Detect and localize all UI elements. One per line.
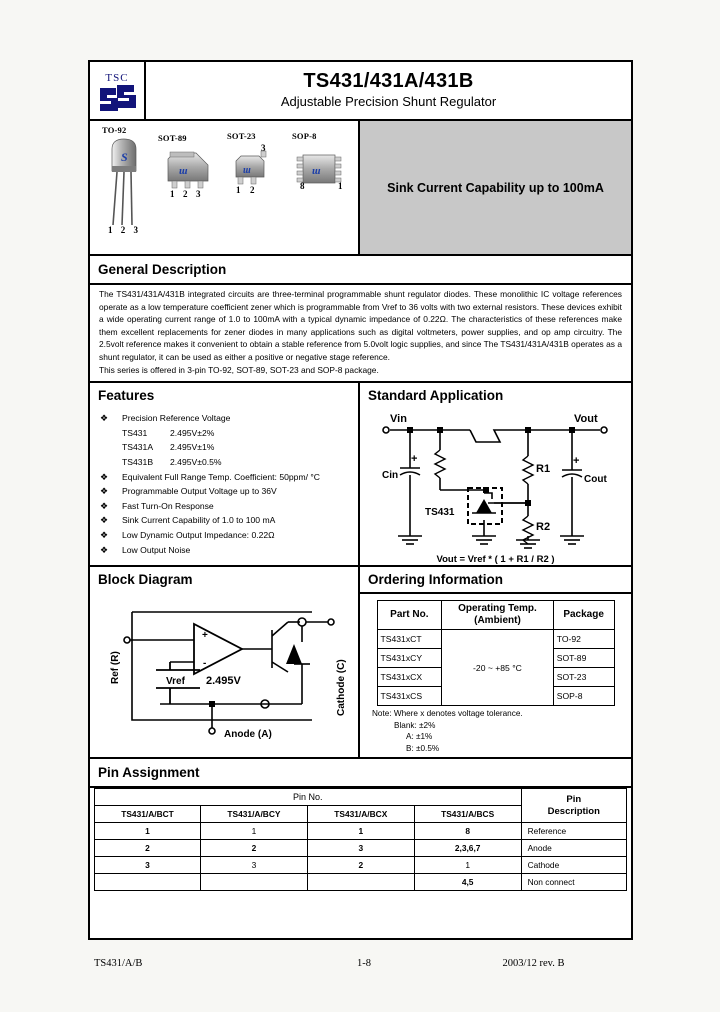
part-title: TS431/431A/431B	[303, 70, 474, 93]
pin-cell-bcx: 3	[307, 840, 414, 857]
features-application-row	[90, 383, 631, 567]
list-item	[96, 543, 354, 558]
feature-value: 2.495V±2%	[170, 427, 215, 438]
standard-application-schematic	[360, 408, 631, 558]
svg-text:Cin: Cin	[382, 470, 399, 482]
svg-text:Cathode (C): Cathode (C)	[336, 659, 347, 717]
sop8-pin-1: 1	[338, 181, 343, 191]
footer-page-number: 1-8	[357, 958, 371, 969]
ordering-note-line2: Blank: ±2%	[394, 720, 436, 730]
svg-text:-: -	[203, 658, 207, 670]
feature-banner-text: Sink Current Capability up to 100mA	[387, 180, 604, 195]
svg-text:ɯ: ɯ	[243, 165, 251, 176]
package-label-to92: TO-92	[102, 125, 127, 135]
pin-description-cell: Reference	[521, 823, 626, 840]
feature-value: 2.495V±0.5%	[170, 456, 222, 467]
table-header-row	[377, 601, 614, 630]
ordering-information-table	[377, 600, 615, 706]
svg-text:Vin: Vin	[390, 413, 407, 426]
list-item	[96, 440, 354, 455]
diamond-bullet-icon: ❖	[100, 471, 109, 482]
block-diagram-section	[90, 567, 360, 757]
ordering-note-line3: A: ±1%	[406, 732, 433, 742]
part-no-cell: TS431xCS	[377, 687, 442, 706]
part-subtitle: Adjustable Precision Shunt Regulator	[280, 94, 497, 110]
standard-application-title: Standard Application	[368, 388, 504, 404]
part-no-cell: TS431xCX	[377, 668, 442, 687]
pin-cell-bcx: 1	[307, 823, 414, 840]
general-description-body	[90, 285, 631, 383]
standard-application-header	[360, 383, 631, 408]
features-section	[90, 383, 360, 565]
svg-text:Cout: Cout	[584, 474, 607, 486]
block-ordering-row	[90, 567, 631, 757]
company-logo-cell	[90, 62, 146, 119]
diamond-bullet-icon: ❖	[100, 486, 109, 497]
pin-cell-bcx: 2	[307, 857, 414, 874]
feature-text: Precision Reference Voltage	[122, 413, 231, 424]
package-cell: SOT-89	[553, 649, 614, 668]
standard-application-section	[360, 383, 631, 565]
pin-assignment-title: Pin Assignment	[98, 765, 200, 781]
pin-assignment-section	[90, 757, 631, 891]
sot89-pin-1: 1	[170, 189, 175, 199]
application-formula: Vout = Vref * ( 1 + R1 / R2 )	[436, 554, 555, 566]
operating-temp-line2: (Ambient)	[474, 615, 521, 627]
svg-text:2.495V: 2.495V	[206, 675, 241, 688]
table-row	[377, 630, 614, 649]
package-cell: SOT-23	[553, 668, 614, 687]
svg-text:+: +	[573, 455, 580, 468]
diamond-bullet-icon: ❖	[100, 500, 109, 511]
pin-description-cell: Cathode	[521, 857, 626, 874]
pin-cell-bct	[95, 874, 201, 891]
pin-desc-line2: Description	[547, 805, 600, 817]
feature-part: TS431A	[122, 442, 154, 453]
pin-description-cell: Anode	[521, 840, 626, 857]
pin-assignment-header	[90, 759, 631, 788]
table-row	[95, 840, 627, 857]
operating-temp-cell: -20 ~ +85 °C	[442, 630, 554, 706]
block-diagram-header	[90, 567, 358, 592]
pin-description-cell: Non connect	[521, 874, 626, 891]
diamond-bullet-icon: ❖	[100, 515, 109, 526]
list-item	[96, 411, 354, 426]
pin-cell-bcy: 3	[201, 857, 308, 874]
pin-cell-bcy: 2	[201, 840, 308, 857]
column-header-operating-temp	[442, 601, 554, 630]
diamond-bullet-icon: ❖	[100, 413, 109, 424]
package-images	[90, 121, 360, 254]
sot89-pin-3: 3	[196, 189, 201, 199]
diamond-bullet-icon: ❖	[100, 544, 109, 555]
ordering-note	[360, 706, 631, 757]
general-description-paragraph: The TS431/431A/431B integrated circuits are three-terminal programmable shunt regulator diodes. These monolithic IC voltage references operate as a low temperature coefficient zener which is programmable from Vref to 36 volts with two external resistors. These devices exhibit a wide operating current range of 1.0 to 100mA with a typical dynamic impedance of 0.22Ω. The characteristics of these references make them excellent replacements for zener diodes in many applications such as digital voltmeters, power supplies, and op amp circuitry. The 2.5volt reference makes it convenient to obtain a stable reference from 5.0volt logic supplies, and since The TS431/431A/431B operates as a shunt regulator, it can be used as either a positive or negative stage reference.	[99, 289, 622, 362]
list-item	[96, 528, 354, 543]
svg-text:Anode (A): Anode (A)	[224, 729, 272, 741]
ordering-note-line1: Note: Where x denotes voltage tolerance.	[372, 709, 523, 719]
package-label-sot23: SOT-23	[227, 131, 256, 141]
package-cell: TO-92	[553, 630, 614, 649]
ordering-information-title: Ordering Information	[368, 572, 503, 588]
pin-cell-bcx	[307, 874, 414, 891]
table-row	[95, 874, 627, 891]
pin-cell-bcs: 8	[414, 823, 521, 840]
svg-text:ɯ: ɯ	[179, 165, 188, 177]
ordering-note-line4: B: ±0.5%	[406, 743, 440, 753]
svg-text:TS431: TS431	[425, 507, 455, 519]
svg-text:Vout: Vout	[574, 413, 598, 426]
part-no-cell: TS431xCT	[377, 630, 442, 649]
application-circuit-icon	[360, 408, 631, 558]
svg-text:Ref (R): Ref (R)	[110, 651, 121, 685]
svg-text:TSC: TSC	[105, 71, 129, 84]
svg-text:R2: R2	[536, 521, 551, 534]
feature-part: TS431B	[122, 456, 154, 467]
block-diagram-icon	[90, 592, 358, 740]
diamond-bullet-icon: ❖	[100, 529, 109, 540]
part-no-cell: TS431xCY	[377, 649, 442, 668]
general-description-title: General Description	[98, 262, 227, 277]
footer-revision: 2003/12 rev. B	[502, 958, 565, 969]
svg-text:Vref: Vref	[166, 676, 185, 688]
svg-text:ɯ: ɯ	[312, 165, 321, 177]
pin-desc-line1: Pin	[566, 793, 582, 805]
feature-text: Low Output Noise	[122, 544, 191, 555]
column-header-bcx: TS431/A/BCX	[307, 806, 414, 823]
tsc-logo-icon	[95, 68, 139, 114]
sop8-pin-8: 8	[300, 181, 305, 191]
page-footer	[88, 958, 633, 969]
footer-part-number: TS431/A/B	[94, 958, 143, 969]
sot23-pin-1: 1	[236, 185, 241, 195]
list-item	[96, 484, 354, 499]
svg-text:R1: R1	[536, 463, 551, 476]
table-row	[95, 823, 627, 840]
title-block	[146, 62, 631, 119]
pin-description-header	[521, 789, 626, 823]
features-list	[90, 408, 358, 561]
feature-part: TS431	[122, 427, 148, 438]
features-title: Features	[98, 388, 155, 404]
pin-cell-bcs: 4,5	[414, 874, 521, 891]
feature-text: Fast Turn-On Response	[122, 500, 214, 511]
block-diagram-title: Block Diagram	[98, 572, 193, 588]
list-item	[96, 455, 354, 470]
pin-no-group-header: Pin No.	[95, 789, 522, 806]
column-header-bcs: TS431/A/BCS	[414, 806, 521, 823]
table-row	[95, 857, 627, 874]
package-label-sop8: SOP-8	[292, 131, 317, 141]
feature-text: Programmable Output Voltage up to 36V	[122, 486, 277, 497]
general-description-paragraph-2: This series is offered in 3-pin TO-92, SOT-89, SOT-23 and SOP-8 package.	[99, 364, 379, 375]
pin-cell-bct: 2	[95, 840, 201, 857]
ordering-information-section	[360, 567, 631, 757]
column-header-part-no: Part No.	[377, 601, 442, 630]
pin-cell-bcs: 2,3,6,7	[414, 840, 521, 857]
feature-banner	[360, 121, 631, 254]
column-header-bcy: TS431/A/BCY	[201, 806, 308, 823]
sot23-pin-2: 2	[250, 185, 255, 195]
svg-text:+: +	[202, 630, 208, 642]
column-header-package: Package	[553, 601, 614, 630]
pin-cell-bcs: 1	[414, 857, 521, 874]
svg-text:S: S	[121, 150, 128, 164]
features-header	[90, 383, 358, 408]
page-header	[90, 62, 631, 121]
package-label-sot89: SOT-89	[158, 133, 187, 143]
sot23-pin-3: 3	[261, 143, 266, 153]
pin-cell-bcy: 1	[201, 823, 308, 840]
feature-text: Equivalent Full Range Temp. Coefficient: 50ppm/ °C	[122, 471, 321, 482]
pin-cell-bcy	[201, 874, 308, 891]
pin-cell-bct: 1	[95, 823, 201, 840]
list-item	[96, 513, 354, 528]
svg-text:+: +	[411, 453, 418, 466]
operating-temp-line1: Operating Temp.	[458, 603, 537, 615]
feature-value: 2.495V±1%	[170, 442, 215, 453]
table-header-row	[95, 789, 627, 806]
package-cell: SOP-8	[553, 687, 614, 706]
feature-text: Sink Current Capability of 1.0 to 100 mA	[122, 515, 276, 526]
ordering-information-header	[360, 567, 631, 594]
column-header-bct: TS431/A/BCT	[95, 806, 201, 823]
list-item	[96, 426, 354, 441]
datasheet-page	[88, 60, 633, 940]
pin-assignment-table	[94, 788, 627, 891]
pin-cell-bct: 3	[95, 857, 201, 874]
sot89-pin-2: 2	[183, 189, 188, 199]
general-description-header	[90, 256, 631, 285]
feature-text: Low Dynamic Output Impedance: 0.22Ω	[122, 529, 275, 540]
package-strip	[90, 121, 631, 256]
list-item	[96, 470, 354, 485]
list-item	[96, 499, 354, 514]
to92-pin-numbers: 1 2 3	[108, 225, 141, 235]
